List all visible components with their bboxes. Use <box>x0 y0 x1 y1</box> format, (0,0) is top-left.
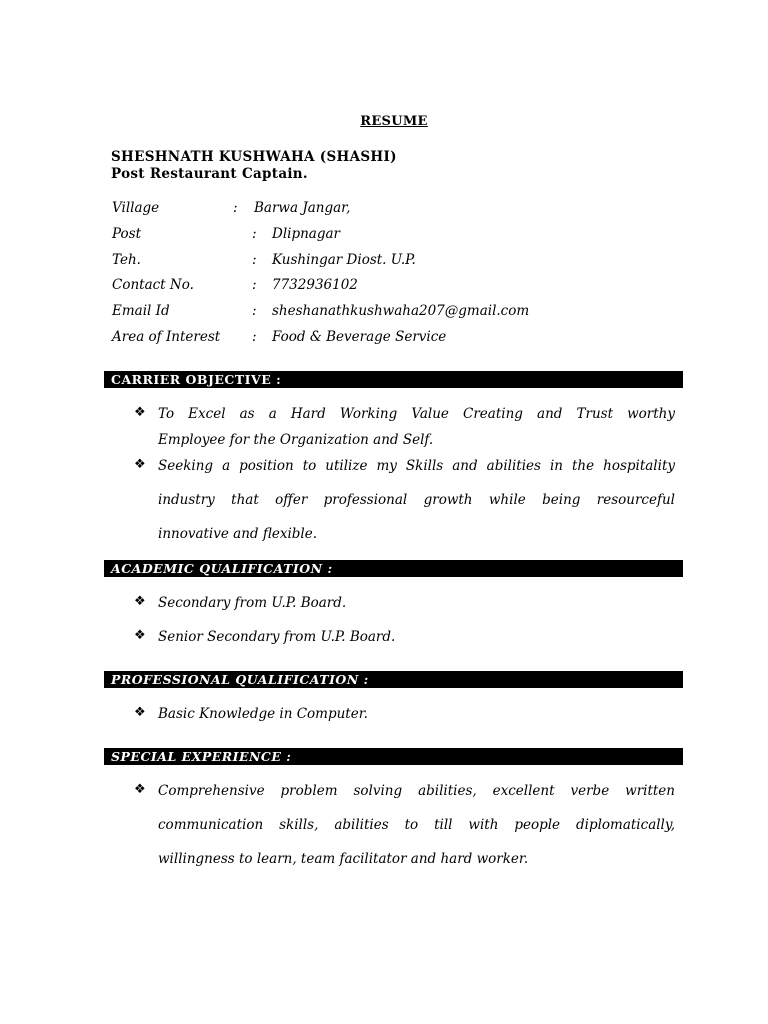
info-value: Food & Beverage Service <box>272 329 447 345</box>
info-label: Teh. <box>112 252 141 268</box>
bullet-icon: ❖ <box>134 705 146 720</box>
bullet-icon: ❖ <box>134 594 146 609</box>
info-colon: : <box>233 200 238 216</box>
info-colon: : <box>252 226 257 242</box>
objective-line: innovative and flexible. <box>158 526 318 542</box>
objective-line: Employee for the Organization and Self. <box>158 432 434 448</box>
info-colon: : <box>252 252 257 268</box>
info-colon: : <box>252 329 257 345</box>
section-heading-objective: CARRIER OBJECTIVE : <box>104 371 683 388</box>
bullet-icon: ❖ <box>134 628 146 643</box>
objective-line: industry that offer professional growth while being resourceful <box>158 492 675 508</box>
document-title: RESUME <box>360 114 428 129</box>
info-value: 7732936102 <box>272 277 358 293</box>
academic-item: Secondary from U.P. Board. <box>158 595 347 611</box>
info-label: Post <box>112 226 142 242</box>
info-colon: : <box>252 303 257 319</box>
bullet-icon: ❖ <box>134 782 146 797</box>
info-value: Barwa Jangar, <box>254 200 351 216</box>
info-label: Email Id <box>112 303 170 319</box>
candidate-name: SHESHNATH KUSHWAHA (SHASHI) <box>111 149 397 165</box>
academic-item: Senior Secondary from U.P. Board. <box>158 629 396 645</box>
candidate-position: Post Restaurant Captain. <box>111 166 308 182</box>
section-heading-professional: PROFESSIONAL QUALIFICATION : <box>104 671 683 688</box>
info-value: Kushingar Diost. U.P. <box>272 252 416 268</box>
info-colon: : <box>252 277 257 293</box>
section-heading-special: SPECIAL EXPERIENCE : <box>104 748 683 765</box>
section-heading-academic: ACADEMIC QUALIFICATION : <box>104 560 683 577</box>
special-line: Comprehensive problem solving abilities, excellent verbe written <box>158 783 675 799</box>
professional-item: Basic Knowledge in Computer. <box>158 706 368 722</box>
info-label: Village <box>112 200 160 216</box>
info-value: sheshanathkushwaha207@gmail.com <box>272 303 530 319</box>
bullet-icon: ❖ <box>134 405 146 420</box>
info-label: Area of Interest <box>112 329 221 345</box>
special-line: communication skills, abilities to till with people diplomatically, <box>158 817 675 833</box>
objective-line: Seeking a position to utilize my Skills and abilities in the hospitality <box>158 458 675 474</box>
bullet-icon: ❖ <box>134 457 146 472</box>
info-value: Dlipnagar <box>272 226 340 242</box>
special-line: willingness to learn, team facilitator and hard worker. <box>158 851 529 867</box>
info-label: Contact No. <box>112 277 194 293</box>
objective-line: To Excel as a Hard Working Value Creating and Trust worthy <box>158 406 675 422</box>
